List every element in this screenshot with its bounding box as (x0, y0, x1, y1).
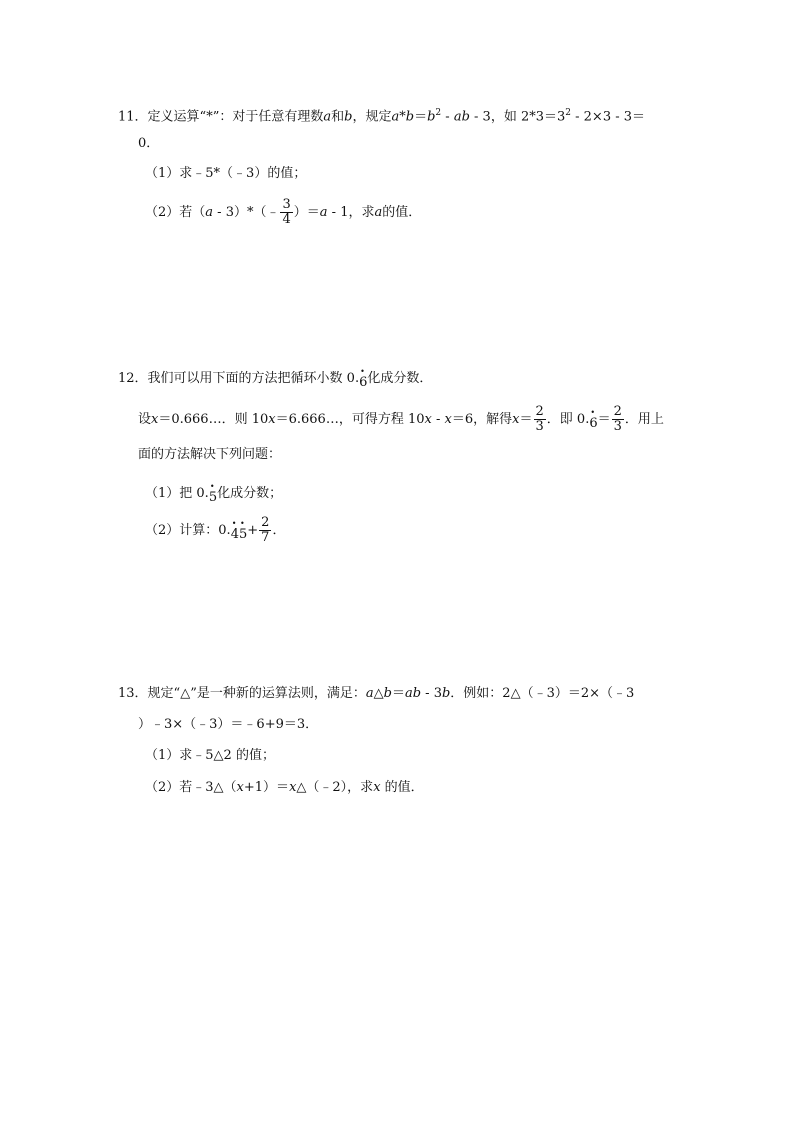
q12-part-1: （1）把 0.• 5化成分数； (145, 484, 282, 504)
fraction: $\frac{3}{4}$ (282, 197, 291, 227)
q12-line-2: 设x＝0.666…．则 10x＝6.666…，可得方程 10x - x＝6，解得x＝ $\frac{2}{3}$ ．即 0.• 6＝ $\frac{2}{3}$ ．用上 (138, 405, 664, 435)
q12-part-2: （2）计算：0.• 4• 5+ $\frac{2}{7}$ ． (145, 516, 285, 546)
q11-line-1: 11．定义运算“*”：对于任意有理数a和b，规定$a*b=b^2$ - ab - 3，如 $2*3=3^2 - 2\times 3 - 3=$ (118, 108, 646, 125)
fraction: $\frac{2}{3}$ (535, 404, 544, 434)
repeating-digit: • 6 (359, 373, 367, 393)
q13-line-1: 13．规定“△”是一种新的运算法则，满足：a△b＝ab - 3b．例如：2△（﹣3）＝2×（﹣3 (118, 686, 635, 701)
q11-line-2: 0． (138, 136, 160, 151)
q13-number: 13． (118, 686, 148, 701)
repeating-digit: • 4 (231, 520, 239, 550)
q12-line-3: 面的方法解决下列问题： (138, 447, 282, 462)
q13-line-2: ）﹣3×（﹣3）＝﹣6+9＝3． (138, 717, 319, 732)
q12-number: 12． (118, 371, 148, 386)
fraction: $\frac{2}{7}$ (261, 515, 270, 545)
q11-number: 11． (118, 109, 148, 125)
q11-part-1: （1）求﹣5*（﹣3）的值； (145, 166, 307, 181)
q12-line-1: 12．我们可以用下面的方法把循环小数 0.• 6化成分数． (118, 369, 432, 389)
q11-part-2: （2）若（a - 3）*（﹣ $\frac{3}{4}$ ）＝a - 1，求a的值． (145, 197, 422, 227)
fraction: $\frac{2}{3}$ (613, 404, 622, 434)
repeating-digit: • 5 (239, 520, 247, 550)
repeating-digit: • 6 (589, 409, 597, 439)
q13-part-1: （1）求﹣5△2 的值； (145, 748, 275, 763)
repeating-digit: • 5 (209, 488, 217, 508)
q13-part-2: （2）若﹣3△（x+1）＝x△（﹣2），求x 的值． (145, 780, 424, 795)
